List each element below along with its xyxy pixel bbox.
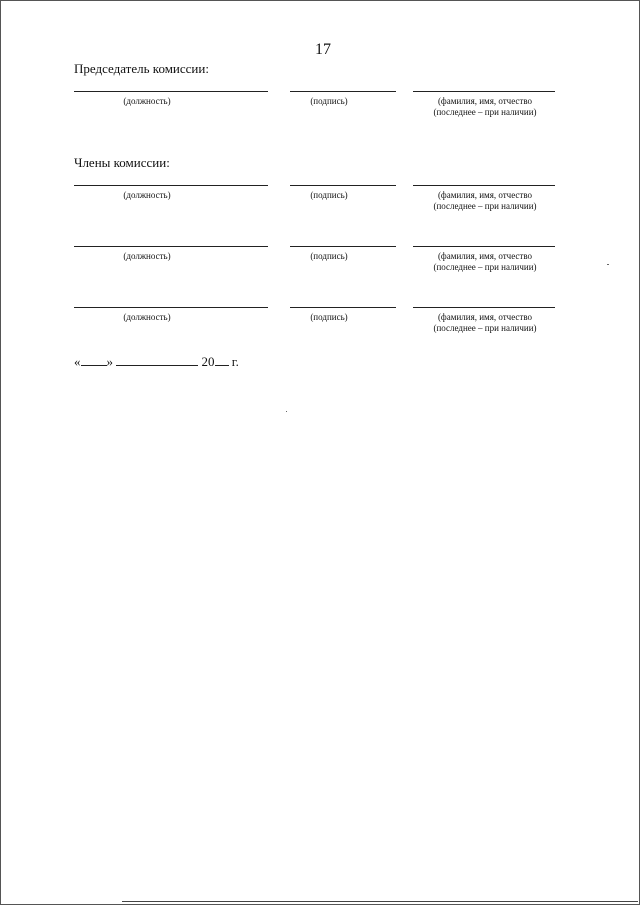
signature-line (290, 185, 396, 186)
member-signature-row (0, 185, 640, 225)
name-caption-line1: (фамилия, имя, отчество (437, 96, 533, 106)
position-line (74, 307, 268, 308)
name-caption-line2: (последнее – при наличии) (433, 201, 537, 211)
scan-speck (286, 411, 287, 412)
position-line (74, 185, 268, 186)
name-caption-line2: (последнее – при наличии) (433, 262, 537, 272)
name-caption (410, 312, 560, 334)
name-caption-line1: (фамилия, имя, отчество (437, 190, 533, 200)
name-caption-line1: (фамилия, имя, отчество (437, 312, 533, 322)
chairman-signature-row (0, 91, 640, 131)
member-signature-row (0, 246, 640, 286)
position-line (74, 91, 268, 92)
name-caption (410, 251, 560, 273)
position-caption: (должность) (123, 251, 171, 261)
name-caption (410, 190, 560, 212)
name-caption-line1: (фамилия, имя, отчество (437, 251, 533, 261)
day-blank (81, 355, 107, 366)
position-caption: (должность) (123, 96, 171, 106)
date-line (74, 354, 239, 370)
signature-caption: (подпись) (310, 312, 348, 322)
position-line (74, 246, 268, 247)
page-number: 17 (315, 41, 331, 58)
name-caption (410, 96, 560, 118)
name-caption-line2: (последнее – при наличии) (433, 107, 537, 117)
name-caption-line2: (последнее – при наличии) (433, 323, 537, 333)
name-line (413, 185, 555, 186)
bottom-edge-line (122, 901, 638, 902)
month-blank (116, 355, 198, 366)
signature-caption: (подпись) (310, 190, 348, 200)
name-line (413, 307, 555, 308)
date-open-quote: « (74, 354, 81, 369)
date-close-quote: » (106, 354, 113, 369)
signature-line (290, 91, 396, 92)
scan-speck (607, 264, 609, 265)
position-caption: (должность) (123, 312, 171, 322)
signature-line (290, 307, 396, 308)
chairman-heading: Председатель комиссии: (74, 61, 209, 76)
year-blank (215, 355, 229, 366)
signature-caption: (подпись) (310, 96, 348, 106)
signature-caption: (подпись) (310, 251, 348, 261)
signature-line (290, 246, 396, 247)
position-caption: (должность) (123, 190, 171, 200)
name-line (413, 91, 555, 92)
member-signature-row (0, 307, 640, 347)
members-heading: Члены комиссии: (74, 155, 170, 170)
year-suffix: г. (231, 354, 239, 369)
name-line (413, 246, 555, 247)
year-prefix: 20 (201, 354, 215, 369)
